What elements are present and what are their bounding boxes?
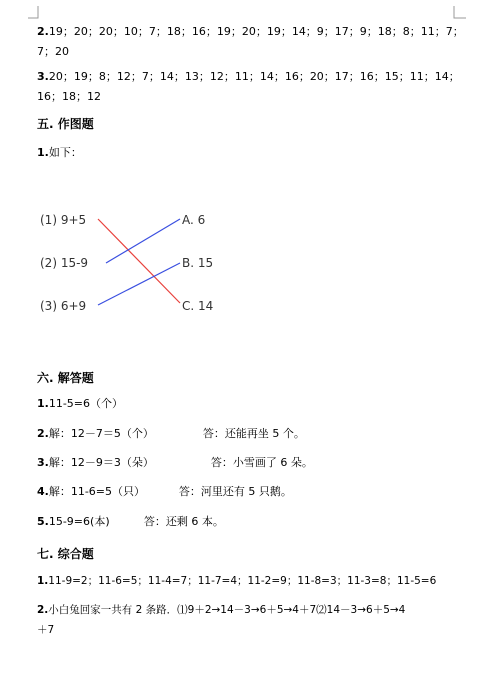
section-6-item-4-answer: 答：河里还有 5 只鹅。 — [178, 485, 292, 498]
answer-3-number: 3. — [37, 70, 49, 83]
section-6-item-4-text: 解：11-6=5（只） — [48, 485, 146, 498]
section-5-heading: 五. 作图题 — [37, 117, 94, 131]
diagram-right-a: A. 6 — [182, 213, 206, 227]
section-7-item-2-number: 2. — [37, 604, 49, 616]
section-6-item-3 — [37, 453, 313, 473]
match-line-3-to-b — [98, 263, 180, 305]
section-7-item-1-number: 1. — [37, 575, 49, 587]
section-6-item-1 — [37, 394, 123, 414]
section-6-item-3-number: 3. — [37, 456, 49, 469]
section-6-item-2-answer: 答：还能再坐 5 个。 — [202, 427, 305, 440]
diagram-right-b: B. 15 — [182, 256, 214, 270]
answer-2 — [37, 22, 464, 62]
answer-2-line2: 7；20 — [37, 45, 69, 58]
matching-diagram — [36, 205, 236, 320]
section-7-heading: 七. 综合题 — [37, 547, 94, 561]
section-7-item-2-line1: 小白兔回家一共有 2 条路．⑴9＋2→14－3→6＋5→4＋7⑵14－3→6＋5→4 — [48, 604, 406, 616]
section-6-item-5-number: 5. — [37, 515, 49, 528]
section-5-item-1-text: 如下： — [48, 146, 82, 159]
diagram-left-2: (2) 15-9 — [40, 256, 89, 270]
section-6-item-3-answer: 答：小雪画了 6 朵。 — [210, 456, 313, 469]
section-6-item-5 — [37, 512, 224, 532]
section-6-item-3-text: 解：12－9＝3（朵） — [48, 456, 154, 469]
match-line-2-to-a — [106, 219, 180, 263]
section-7-item-2-line2: ＋7 — [37, 624, 55, 636]
answer-3 — [37, 67, 460, 107]
section-5-item-1 — [37, 143, 82, 163]
section-6-item-2-text: 解：12－7＝5（个） — [48, 427, 154, 440]
diagram-left-1: (1) 9+5 — [40, 213, 87, 227]
section-6-item-1-text: 11-5=6（个） — [48, 397, 124, 410]
diagram-left-3: (3) 6+9 — [40, 299, 87, 313]
section-6-heading: 六. 解答题 — [37, 371, 94, 385]
section-6-item-5-text: 15-9=6(本) — [48, 515, 110, 528]
diagram-right-c: C. 14 — [182, 299, 214, 313]
section-6-item-1-number: 1. — [37, 397, 49, 410]
page-corner-mark-left — [28, 6, 40, 20]
section-6-item-4 — [37, 482, 292, 502]
section-6-item-4-number: 4. — [37, 485, 49, 498]
section-6-item-2 — [37, 424, 305, 444]
page-corner-mark-right — [452, 6, 466, 20]
answer-3-line2: 16；18；12 — [37, 90, 101, 103]
section-5-item-1-number: 1. — [37, 146, 49, 159]
answer-2-line1: 19；20；20；10；7；18；16；19；20；19；14；9；17；9；18；8；11；7； — [48, 25, 464, 38]
answer-3-line1: 20；19；8；12；7；14；13；12；11；14；16；20；17；16；15；11；14； — [48, 70, 460, 83]
answer-2-number: 2. — [37, 25, 49, 38]
section-6-item-2-number: 2. — [37, 427, 49, 440]
section-7-item-2 — [37, 600, 405, 640]
section-7-item-1-text: 11-9=2；11-6=5；11-4=7；11-7=4；11-2=9；11-8=3；11-3=8；11-5=6 — [48, 575, 437, 587]
section-6-item-5-answer: 答：还剩 6 本。 — [143, 515, 224, 528]
section-7-item-1 — [37, 571, 436, 591]
